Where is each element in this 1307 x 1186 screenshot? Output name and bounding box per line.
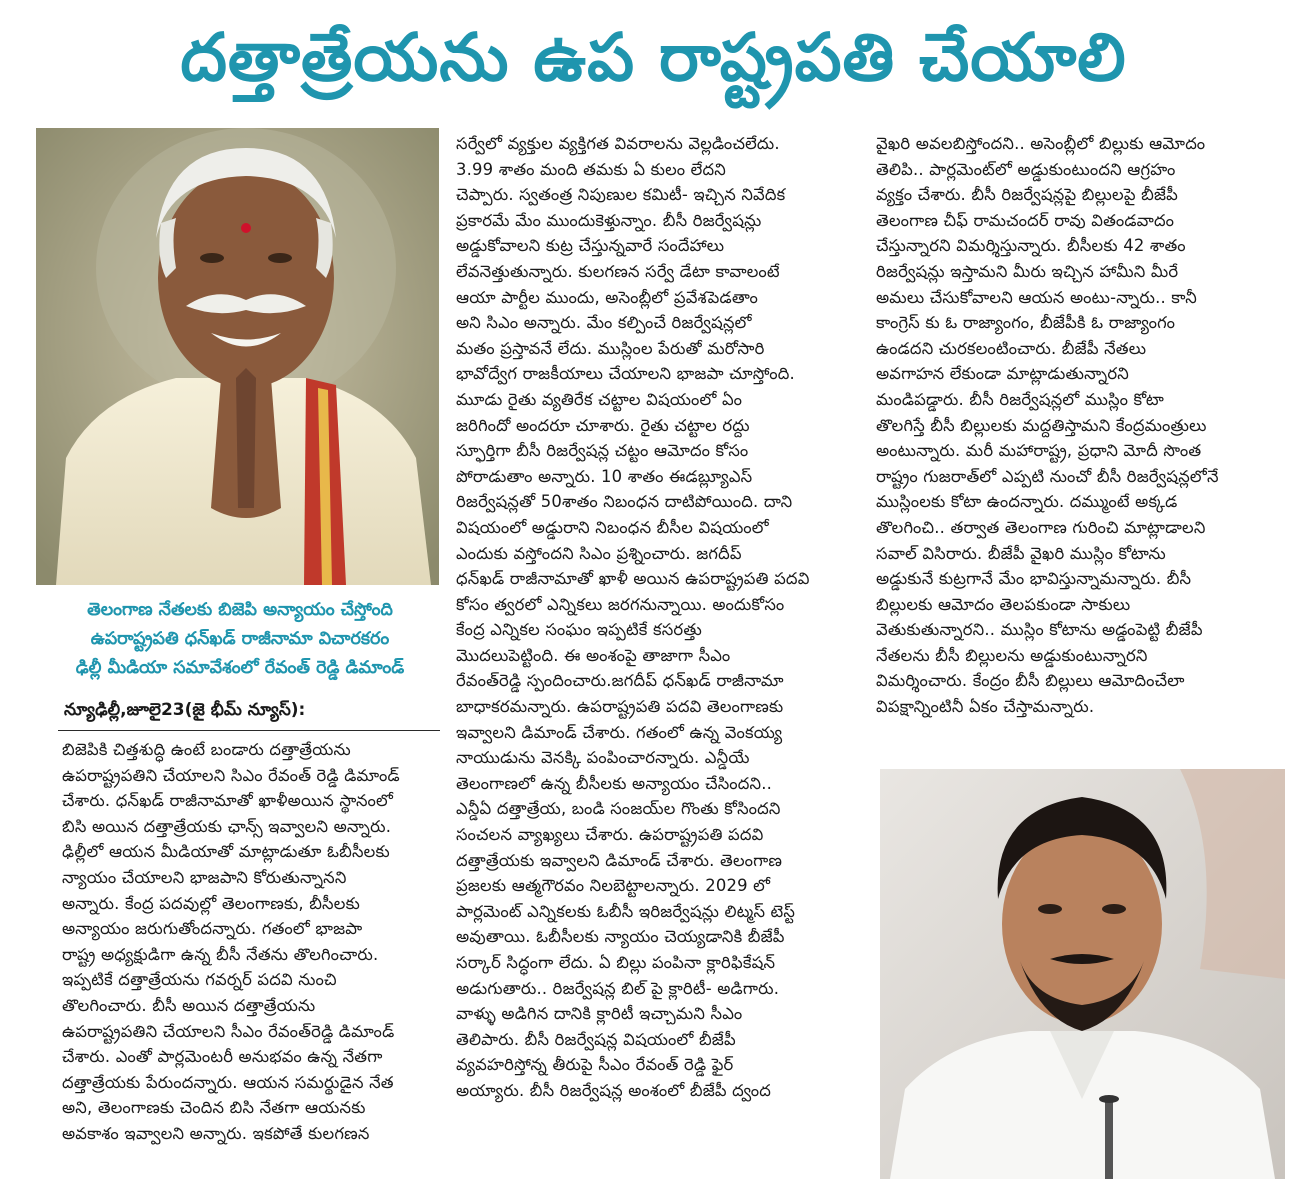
article-line: దత్తాత్రేయకు ఇవ్వాలని డిమాండ్ చేశారు. తెలంగాణ bbox=[456, 850, 783, 870]
article-line: తొలగించి.. తర్వాత తెలంగాణ గురించి మాట్లాడాలని bbox=[876, 517, 1206, 537]
article-line: ఆయా పార్టీల ముందు, అసెంబ్లీలో ప్రవేశపెడతాం bbox=[456, 287, 759, 307]
article-line: కేంద్ర ఎన్నికల సంఘం ఇప్పటికే కసరత్తు bbox=[456, 620, 702, 640]
subheadings bbox=[40, 596, 440, 683]
article-line: రాష్ట్రం గుజరాత్‌లో ఎప్పటి నుంచో బీసీ రిజర్వేషన్లలోనే bbox=[876, 466, 1219, 486]
article-line: మండిపడ్డారు. బీసీ రిజర్వేషన్లలో ముస్లిం కోటా bbox=[876, 389, 1165, 409]
article-line: అవకాశం ఇవ్వాలని అన్నారు. ఇకపోతే కులగణన bbox=[62, 1123, 370, 1143]
article-line: వాళ్ళు అడిగిన దానికి క్లారిటీ ఇచ్చామని సీఎం bbox=[456, 1004, 743, 1024]
dattatreya-photo bbox=[36, 128, 439, 585]
subheading-3: ఢిల్లీ మీడియా సమావేశంలో రేవంత్ రెడ్డి డిమాండ్ bbox=[75, 658, 405, 678]
article-line: సంచలన వ్యాఖ్యలు చేశారు. ఉపరాష్ట్రపతి పదవి bbox=[456, 825, 764, 845]
article-line: ఢిల్లీలో ఆయన మీడియాతో మాట్లాడుతూ ఓబీసీలకు bbox=[62, 842, 390, 862]
article-line: అవగాహన లేకుండా మాట్లాడుతున్నారని bbox=[876, 364, 1129, 384]
article-line: అన్యాయం జరుగుతోందన్నారు. గతంలో భాజపా bbox=[62, 919, 363, 939]
article-line: మూడు రైతు వ్యతిరేక చట్టాల విషయంలో ఏం bbox=[456, 389, 743, 409]
article-line: పార్లమెంట్ ఎన్నికలకు ఓబీసీ ఇరిజర్వేషన్లు లిట్మస్ టెస్ట్ bbox=[456, 901, 796, 921]
article-line: న్యాయం చేయాలని భాజపాని కోరుతున్నానని bbox=[62, 867, 347, 887]
article-line: అయ్యారు. బీసీ రిజర్వేషన్ల అంశంలో బీజేపీ ద్వంద bbox=[456, 1080, 772, 1100]
article-line: ఉపరాష్ట్రపతిని చేయాలని సిఎం రేవంత్ రెడ్డి డిమాండ్ bbox=[62, 765, 400, 785]
article-line: అడ్డుకునే కుట్రగానే మేం భావిస్తున్నామన్నారు. బీసీ bbox=[876, 569, 1192, 589]
headline: దత్తాత్రేయను ఉప రాష్ట్రపతి చేయాలి bbox=[180, 19, 1127, 96]
article-line: ఇవ్వాలని డిమాండ్ చేశారు. గతంలో ఉన్న వెంకయ్య bbox=[456, 722, 783, 742]
article-line: రాష్ట్ర అధ్యక్షుడిగా ఉన్న బీసీ నేతను తొలగించారు. bbox=[62, 944, 379, 964]
article-line: అని, తెలంగాణకు చెందిన బిసి నేతగా ఆయనకు bbox=[62, 1098, 366, 1118]
article-line: అంటున్నారు. మరీ మహారాష్ట్ర, ప్రధాని మోదీ సొంత bbox=[876, 441, 1202, 461]
article-line: బిల్లులకు ఆమోదం తెలపకుండా సాకులు bbox=[876, 594, 1131, 614]
revanth-reddy-photo bbox=[880, 769, 1285, 1179]
article-line: తొలగించారు. బీసీ అయిన దత్తాత్రేయను bbox=[62, 995, 316, 1015]
article-line: తెలిపి.. పార్లమెంట్‌లో అడ్డుకుంటుందని ఆగ్రహం bbox=[876, 159, 1176, 179]
article-line: రేవంత్‌రెడ్డి స్పందించారు.జగదీప్ ధన్‌ఖడ్ రాజీనామా bbox=[456, 671, 784, 691]
article-line: వ్యక్తం చేశారు. బీసీ రిజర్వేషన్లపై బిల్లులపై బీజేపీ bbox=[876, 185, 1179, 205]
article-line: దత్తాత్రేయకు పేరుందన్నారు. ఆయన సమర్థుడైన నేత bbox=[62, 1072, 394, 1092]
article-line: తొలగిస్తే బీసీ బిల్లులకు మద్దతిస్తామని కేంద్రమంత్రులు bbox=[876, 415, 1207, 435]
article-line: నాయుడును వెనక్కి పంపించారన్నారు. ఎన్డీయే bbox=[456, 748, 750, 768]
article-line: ఎందుకు వస్తోందని సిఎం ప్రశ్నించారు. జగదీప్ bbox=[456, 543, 742, 563]
article-line: వ్యవహరిస్తోన్న తీరుపై సీఎం రేవంత్ రెడ్డి ఫైర్ bbox=[456, 1055, 734, 1075]
article-column-2 bbox=[456, 131, 861, 1104]
article-line: కోసం త్వరలో ఎన్నికలు జరగనున్నాయి. అందుకోసం bbox=[456, 594, 785, 614]
article-line: మతం ప్రస్తావనే లేదు. ముస్లింల పేరుతో మరోసారి bbox=[456, 338, 765, 358]
article-column-1 bbox=[62, 737, 446, 1147]
article-line: భావోద్వేగ రాజకీయాలు చేయాలని భాజపా చూస్తోంది. bbox=[456, 364, 795, 384]
article-line: కాంగ్రెస్ కు ఓ రాజ్యాంగం, బీజేపీకి ఓ రాజ్యాంగం bbox=[876, 313, 1176, 333]
article-line: తెలంగాణ చీఫ్ రామచందర్ రావు వితండవాదం bbox=[876, 210, 1175, 230]
article-column-3 bbox=[876, 131, 1286, 720]
article-line: చెప్పారు. స్వతంత్ర నిపుణుల కమిటీ- ఇచ్చిన నివేదిక bbox=[456, 185, 786, 205]
article-line: విషయంలో అడ్డురాని నిబంధన బీసీల విషయంలో bbox=[456, 517, 769, 537]
article-line: ప్రజలకు ఆత్మగౌరవం నిలబెట్టాలన్నారు. 2029 లో bbox=[456, 876, 771, 896]
article-line: చేస్తున్నారని విమర్శిస్తున్నారు. బీసీలకు 42 శాతం bbox=[876, 236, 1186, 256]
article-line: ఉండదని చురకలంటించారు. బీజేపీ నేతలు bbox=[876, 338, 1147, 358]
article-line: పోరాడుతాం అన్నారు. 10 శాతం ఈడబ్ల్యూఎస్ bbox=[456, 466, 753, 486]
article-line: నేతలను బీసీ బిల్లులను అడ్డుకుంటున్నారని bbox=[876, 645, 1148, 665]
article-line: తెలంగాణలో ఉన్న బీసీలకు అన్యాయం చేసిందని.. bbox=[456, 773, 773, 793]
article-line: రిజర్వేషన్లతో 50శాతం నిబంధన దాటిపోయింది. దాని bbox=[456, 492, 793, 512]
article-line: లేవనెత్తుతున్నారు. కులగణన సర్వే డేటా కావాలంటే bbox=[456, 261, 780, 281]
article-line: ఎన్డీఏ దత్తాత్రేయ, బండి సంజయ్‌ల గొంతు కోసిందని bbox=[456, 799, 781, 819]
dateline: న్యూఢిల్లీ,జూలై23(జై భీమ్ న్యూస్): bbox=[64, 700, 306, 720]
article-line: చేశారు. ధన్‌ఖడ్ రాజీనామాతో ఖాళీఅయిన స్థానంలో bbox=[62, 791, 394, 811]
article-line: అని సిఎం అన్నారు. మేం కల్పించే రిజర్వేషన్లలో bbox=[456, 313, 752, 333]
article-line: ముస్లింలకు కోటా ఉందన్నారు. దమ్ముంటే అక్కడ bbox=[876, 492, 1178, 512]
subheading-2: ఉపరాష్ట్రపతి ధన్‌ఖడ్ రాజీనామా విచారకరం bbox=[90, 629, 390, 649]
article-line: అవుతాయి. ఓబీసీలకు న్యాయం చెయ్యడానికి బీజేపీ bbox=[456, 927, 785, 947]
article-line: బిజెపికి చిత్తశుద్ధి ఉంటే బండారు దత్తాత్రేయను bbox=[62, 740, 351, 759]
article-line: విపక్షాన్నింటినీ ఏకం చేస్తామన్నారు. bbox=[876, 697, 1095, 717]
article-line: వైఖరి అవలబిస్తోందని.. అసెంబ్లీలో బిల్లుకు ఆమోదం bbox=[876, 134, 1206, 153]
article-line: చేశారు. ఎంతో పార్లమెంటరీ అనుభవం ఉన్న నేతగా bbox=[62, 1047, 383, 1067]
article-line: తెలిపారు. బీసీ రిజర్వేషన్ల విషయంలో బీజేపీ bbox=[456, 1029, 736, 1049]
article-line: ఇప్పటికే దత్తాత్రేయను గవర్నర్ పదవి నుంచి bbox=[62, 970, 337, 990]
article-line: సవాల్ విసిరారు. బీజేపీ వైఖరి ముస్లిం కోటాను bbox=[876, 543, 1166, 563]
article-line: రిజర్వేషన్లు ఇస్తామని మీరు ఇచ్చిన హామీని మీరే bbox=[876, 261, 1179, 281]
subheading-1: తెలంగాణ నేతలకు బిజెపి అన్యాయం చేస్తోంది bbox=[87, 600, 393, 620]
article-line: ప్రకారమే మేం ముందుకెళ్తున్నాం. బీసీ రిజర్వేషన్లు bbox=[456, 210, 762, 230]
article-line: అడుగుతారు.. రిజర్వేషన్ల బిల్ పై క్లారిటీ- అడిగారు. bbox=[456, 978, 780, 998]
article-line: ఉపరాష్ట్రపతిని చేయాలని సీఎం రేవంత్‌రెడ్డి డిమాండ్ bbox=[62, 1021, 395, 1041]
article-line: అడ్డుకోవాలని కుట్ర చేస్తున్నవారే సందేహాలు bbox=[456, 236, 725, 256]
article-line: సర్వేలో వ్యక్తుల వ్యక్తిగత వివరాలను వెల్లడించలేదు. bbox=[456, 134, 780, 153]
article-line: మొదలుపెట్టింది. ఈ అంశంపై తాజాగా సీఎం bbox=[456, 645, 731, 665]
article-line: ధన్‌ఖడ్ రాజీనామాతో ఖాళీ అయిన ఉపరాష్ట్రపతి పదవి bbox=[456, 569, 810, 589]
article-line: 3.99 శాతం మంది తమకు ఏ కులం లేదని bbox=[456, 159, 726, 179]
article-line: విమర్శించారు. కేంద్రం బీసీ బిల్లులు ఆమోదించేలా bbox=[876, 671, 1185, 691]
article-line: వెతుకుతున్నారని.. ముస్లిం కోటాను అడ్డంపెట్టి బీజేపీ bbox=[876, 620, 1203, 640]
article-line: అన్నారు. కేంద్ర పదవుల్లో తెలంగాణకు, బీసీలకు bbox=[62, 893, 361, 913]
article-line: బాధాకరమన్నారు. ఉపరాష్ట్రపతి పదవి తెలంగాణకు bbox=[456, 697, 784, 717]
article-line: జరిగిందో అందరూ చూశారు. రైతు చట్టాల రద్దు bbox=[456, 415, 750, 435]
article-line: అమలు చేసుకోవాలని ఆయన అంటు-న్నారు.. కానీ bbox=[876, 287, 1197, 307]
article-line: స్ఫూర్తిగా బీసీ రిజర్వేషన్ల చట్టం ఆమోదం కోసం bbox=[456, 441, 749, 461]
dateline-rule bbox=[58, 730, 440, 731]
article-line: బిసి అయిన దత్తాత్రేయకు ఛాన్స్ ఇవ్వాలని అన్నారు. bbox=[62, 816, 392, 836]
article-line: సర్కార్ సిద్ధంగా లేదు. ఏ బిల్లు పంపినా క్లారిఫికేషన్ bbox=[456, 953, 776, 972]
